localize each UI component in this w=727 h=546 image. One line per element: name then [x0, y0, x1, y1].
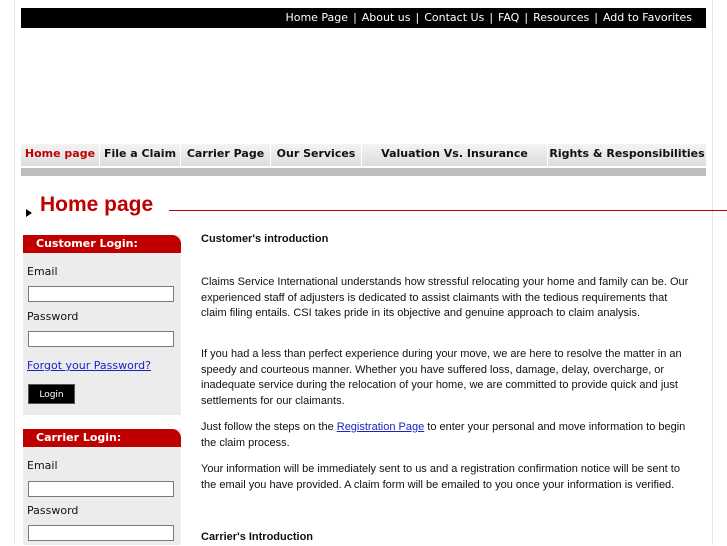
carrier-password-label: Password [27, 504, 79, 517]
page-title: Home page [40, 193, 154, 216]
registration-page-link[interactable]: Registration Page [336, 421, 425, 433]
carrier-email-label: Email [27, 459, 58, 472]
para3-text-after: to enter your personal and move information to begin the claim process. [201, 421, 686, 449]
carrier-login-panel [23, 429, 181, 545]
intro-paragraph-1: Claims Service International understands how stressful relocating your home and family can be. Our experienced staff of adjusters is dedicated to assist claimants with the tedious requirements that claim filing entails. CSI takes pride in its objective and genuine approach to claim analysis. [201, 276, 689, 319]
top-link-favorites[interactable]: Add to Favorites [602, 11, 692, 24]
main-nav [21, 144, 706, 166]
customer-login-title: Customer Login: [23, 235, 181, 253]
customer-password-input[interactable] [28, 331, 174, 347]
intro-paragraph-2: If you had a less than perfect experience during your move, we are here to resolve the matter in an speedy and courteous manner. Whether you have suffered loss, damage, delay, overcharge, or inadequate service during the relocation of your home, we are committed to provide quick and just settlements for our claimants. [201, 348, 682, 407]
customer-email-label: Email [27, 265, 58, 278]
para3-text-before: Just follow the steps on the [201, 421, 337, 433]
top-bar [21, 8, 706, 28]
top-link-contact[interactable]: Contact Us [424, 11, 485, 24]
page-heading [26, 193, 706, 221]
top-links: Home Page | About us | Contact Us | FAQ | Resources | Add to Favorites [285, 11, 692, 24]
carrier-login-title: Carrier Login: [23, 429, 181, 447]
tab-file-a-claim[interactable]: File a Claim [100, 144, 181, 166]
top-link-faq[interactable]: FAQ [498, 11, 520, 24]
tab-rights-responsibilities[interactable]: Rights & Responsibilities [548, 144, 706, 166]
intro-paragraph-4: Your information will be immediately sent to us and a registration confirmation notice will be sent to the email you have provided. A claim form will be emailed to you once your information is verified. [201, 463, 680, 491]
customer-login-panel [23, 235, 181, 415]
page-frame-right [712, 0, 713, 545]
carrier-email-input[interactable] [28, 481, 174, 497]
arrow-right-icon [26, 209, 32, 217]
tab-our-services[interactable]: Our Services [271, 144, 362, 166]
top-link-home[interactable]: Home Page [285, 11, 349, 24]
tab-carrier-page[interactable]: Carrier Page [181, 144, 271, 166]
top-link-resources[interactable]: Resources [533, 11, 590, 24]
heading-rule [169, 210, 727, 211]
carrier-password-input[interactable] [28, 525, 174, 541]
top-link-about[interactable]: About us [361, 11, 411, 24]
customer-email-input[interactable] [28, 286, 174, 302]
page-frame-left [14, 0, 15, 545]
tab-valuation-vs-insurance[interactable]: Valuation Vs. Insurance [362, 144, 548, 166]
customer-intro-heading: Customer's introduction [201, 233, 329, 245]
nav-divider [21, 168, 706, 176]
intro-paragraph-3 [201, 420, 691, 451]
forgot-password-link[interactable]: Forgot your Password? [27, 359, 151, 372]
tab-home-page[interactable]: Home page [21, 144, 100, 166]
customer-password-label: Password [27, 310, 79, 323]
login-button[interactable]: Login [28, 384, 75, 404]
carrier-intro-heading: Carrier's Introduction [201, 531, 314, 543]
